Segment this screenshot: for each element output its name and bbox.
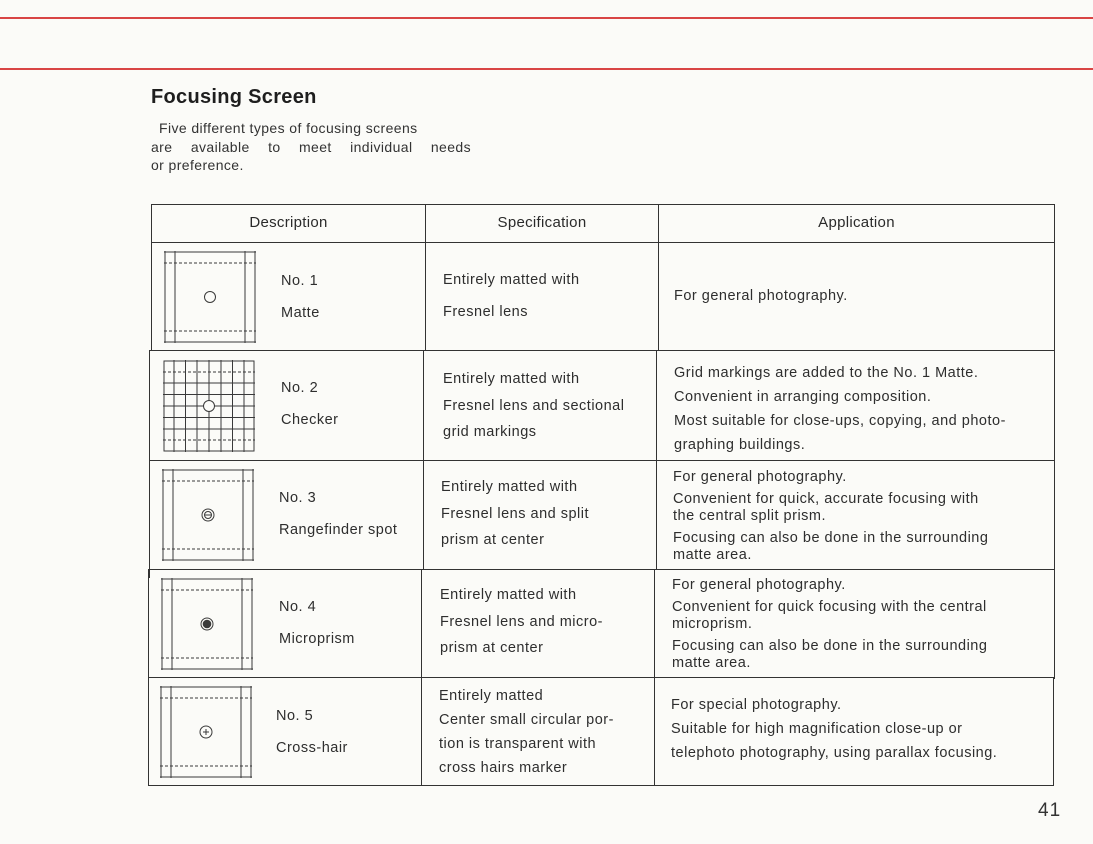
screen-name: Checker	[281, 412, 339, 428]
app-paragraph	[672, 599, 987, 633]
specification-cell	[439, 684, 614, 780]
table-border-bottom	[148, 785, 1053, 786]
app-paragraph	[673, 530, 988, 564]
application-cell	[671, 693, 997, 765]
app-line: For special photography.	[671, 697, 842, 713]
spec-line: tion is transparent with	[439, 736, 597, 752]
application-cell	[673, 469, 988, 569]
application-cell	[674, 288, 848, 305]
app-line: Convenient in arranging composition.	[674, 389, 932, 405]
specification-cell	[440, 582, 603, 662]
screen-number: No. 5	[276, 708, 314, 724]
section-title: Focusing Screen	[151, 86, 317, 108]
app-line: Most suitable for close-ups, copying, and photo-	[674, 413, 1006, 429]
intro-paragraph	[151, 119, 471, 175]
header-description: Description	[249, 214, 328, 231]
screen-name: Rangefinder spot	[279, 522, 398, 538]
app-line: matte area.	[672, 655, 751, 671]
crosshair-screen-icon	[160, 686, 252, 778]
app-line: Focusing can also be done in the surrounding	[673, 530, 989, 546]
spec-line: Entirely matted with	[440, 587, 577, 603]
screen-number: No. 1	[281, 273, 319, 289]
spec-line: grid markings	[443, 424, 537, 440]
specification-cell	[441, 474, 589, 554]
app-line: For general photography.	[672, 577, 846, 593]
table-row-rule	[148, 677, 1053, 678]
app-line: For general photography.	[673, 469, 847, 485]
specification-cell	[443, 264, 580, 328]
app-paragraph	[672, 577, 987, 594]
table-row-rule	[149, 569, 1054, 570]
table-border-top	[152, 204, 1055, 205]
table-border-left	[148, 569, 149, 786]
spec-line: Entirely matted	[439, 688, 544, 704]
app-line: microprism.	[672, 616, 753, 632]
focusing-screen-table	[148, 204, 1054, 786]
screen-name: Cross-hair	[276, 740, 348, 756]
table-header-rule	[152, 242, 1055, 243]
app-line: telephoto photography, using parallax focusing.	[671, 745, 998, 761]
screen-number: No. 2	[281, 380, 319, 396]
rangefinder-screen-icon	[162, 469, 254, 561]
matte-screen-icon	[164, 251, 256, 343]
spec-line: Entirely matted with	[443, 272, 580, 288]
screen-name: Matte	[281, 305, 320, 321]
spec-line: prism at center	[441, 532, 545, 548]
header-specification: Specification	[497, 214, 587, 231]
app-line: graphing buildings.	[674, 437, 806, 453]
table-col-divider	[423, 350, 424, 570]
table-col-divider	[656, 350, 657, 570]
app-line: the central split prism.	[673, 508, 827, 524]
specification-cell	[443, 366, 624, 446]
page-number: 41	[1038, 800, 1062, 821]
screen-name: Microprism	[279, 631, 355, 647]
spec-line: Fresnel lens and split	[441, 505, 590, 522]
checker-screen-icon	[163, 360, 255, 452]
app-paragraph	[673, 491, 988, 525]
spec-line: Fresnel lens	[443, 304, 528, 320]
table-col-divider	[421, 569, 422, 786]
table-border-right	[1054, 204, 1055, 679]
table-border-right	[1053, 677, 1054, 786]
header-red-rule	[0, 68, 1093, 70]
app-line: Grid markings are added to the No. 1 Matte.	[674, 365, 979, 381]
app-paragraph	[672, 638, 987, 672]
application-cell	[672, 577, 987, 677]
intro-line: are available to meet individual needs	[151, 138, 471, 155]
app-paragraph	[673, 469, 988, 486]
spec-line: Fresnel lens and sectional	[443, 397, 625, 414]
screen-number: No. 3	[279, 490, 317, 506]
app-line: For general photography.	[674, 288, 848, 304]
app-line: Convenient for quick, accurate focusing with	[673, 491, 979, 507]
table-row-rule	[150, 350, 1054, 351]
app-line: Focusing can also be done in the surrounding	[672, 638, 988, 654]
table-col-divider	[654, 569, 655, 786]
app-line: matte area.	[673, 547, 752, 563]
spec-line: Fresnel lens and micro-	[440, 613, 603, 630]
table-border-left	[149, 350, 150, 578]
top-red-rule	[0, 17, 1093, 19]
application-cell	[674, 361, 1006, 457]
spec-line: Center small circular por-	[439, 712, 614, 728]
spec-line: cross hairs marker	[439, 760, 568, 776]
spec-line: Entirely matted with	[443, 371, 580, 387]
app-line: Convenient for quick focusing with the central	[672, 599, 987, 615]
intro-line: Five different types of focusing screens	[159, 120, 418, 136]
app-line: Suitable for high magnification close-up or	[671, 721, 963, 737]
screen-number: No. 4	[279, 599, 317, 615]
spec-line: prism at center	[440, 640, 544, 656]
header-application: Application	[818, 214, 895, 231]
intro-line: or preference.	[151, 157, 244, 173]
spec-line: Entirely matted with	[441, 479, 578, 495]
table-row-rule	[149, 460, 1054, 461]
microprism-screen-icon	[161, 578, 253, 670]
